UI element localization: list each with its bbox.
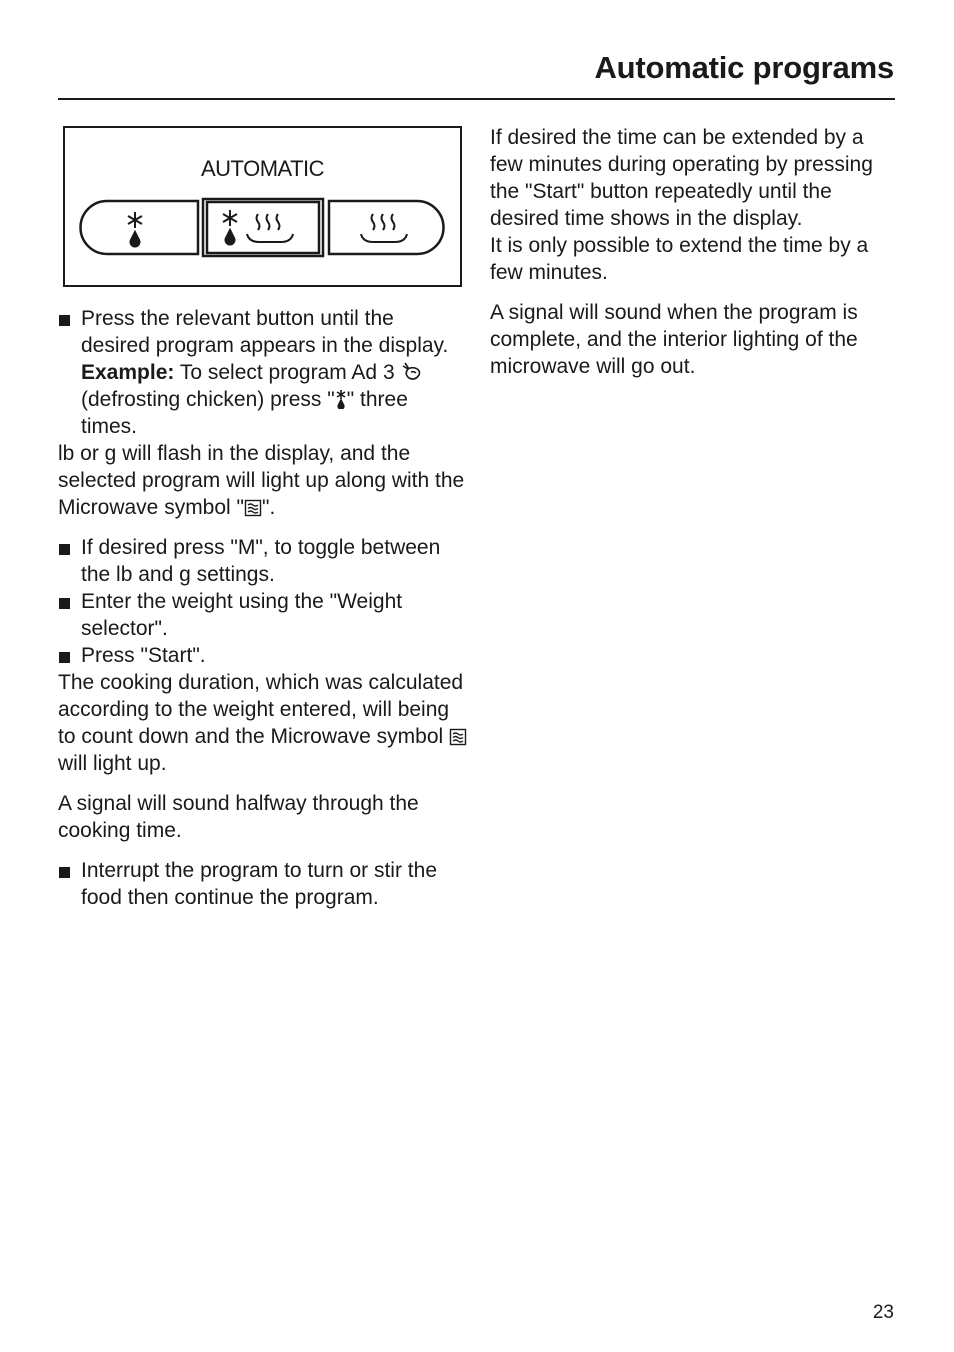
defrost-icon xyxy=(335,387,347,409)
automatic-panel-figure xyxy=(63,126,462,287)
example-label: Example: xyxy=(81,361,175,384)
paragraph-complete: A signal will sound when the program is complete, and the interior lighting of the microwave will go out. xyxy=(490,301,858,378)
step-interrupt: Interrupt the program to turn or stir the food then continue the program. xyxy=(58,857,468,911)
paragraph-duration: The cooking duration, which was calculated according to the weight entered, will being to count down and the Microwave symbol will light up. xyxy=(58,669,468,777)
microwave-icon xyxy=(449,728,467,746)
step-select-program: Press the relevant button until the desired program appears in the display. Example: To select program Ad 3 (defrosting chicken) press " " three times. xyxy=(58,305,468,440)
page-title: Automatic programs xyxy=(594,50,894,85)
defrost-icon xyxy=(128,212,142,247)
figure-label: AUTOMATIC xyxy=(200,156,325,181)
microwave-icon xyxy=(244,499,262,517)
paragraph-flash: lb or g will flash in the display, and the selected program will light up along with the Microwave symbol " ". xyxy=(58,442,465,519)
right-column xyxy=(490,124,900,393)
automatic-buttons-illustration xyxy=(65,128,460,285)
step-toggle-units: If desired press "M", to toggle between the lb and g settings. xyxy=(58,534,468,588)
defrost-cook-icon xyxy=(223,210,293,245)
paragraph-halfway: A signal will sound halfway through the cooking time. xyxy=(58,792,419,842)
left-column xyxy=(58,305,468,911)
cook-icon xyxy=(361,214,407,242)
paragraph-extend: If desired the time can be extended by a few minutes during operating by pressing the "Start" button repeatedly until the desired time shows in the display. xyxy=(490,126,873,230)
step-enter-weight: Enter the weight using the "Weight selector". xyxy=(58,588,468,642)
paragraph-extend-limit: It is only possible to extend the time by a few minutes. xyxy=(490,234,869,284)
page-number: 23 xyxy=(872,1302,894,1323)
chicken-icon xyxy=(400,360,422,382)
title-rule xyxy=(58,98,895,100)
step-press-start: Press "Start". xyxy=(58,642,468,669)
